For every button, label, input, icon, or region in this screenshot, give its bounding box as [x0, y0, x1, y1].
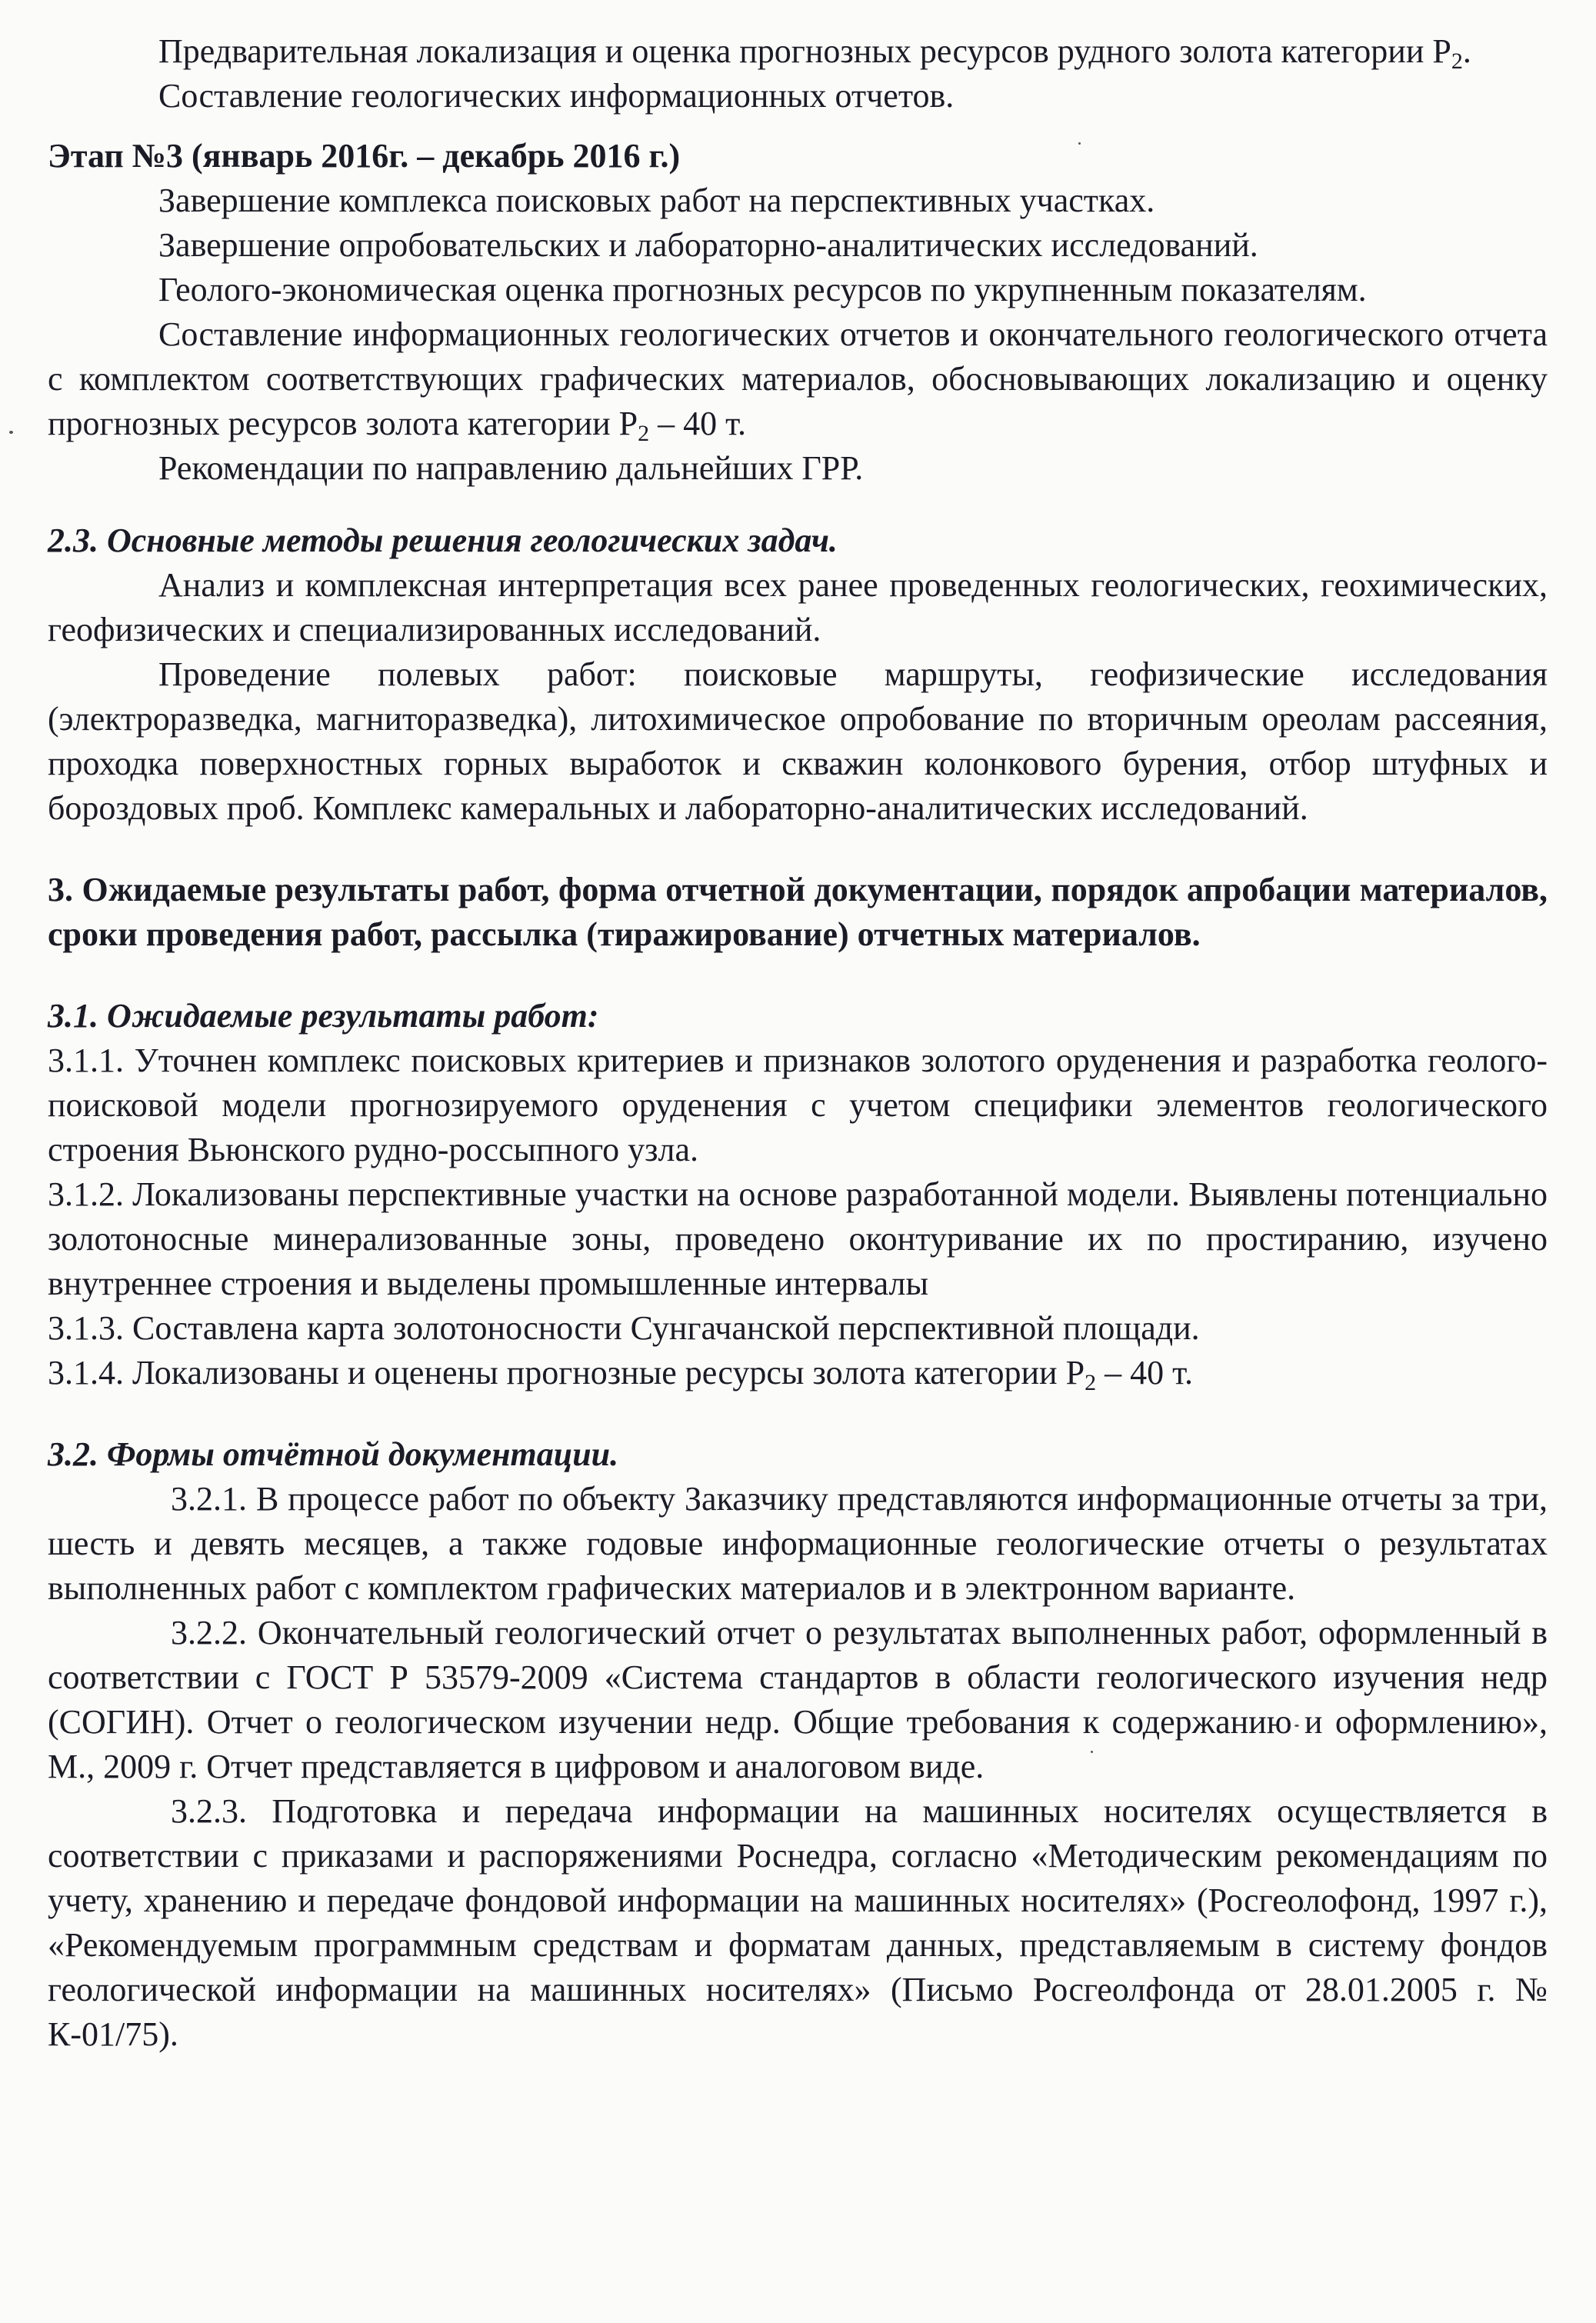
paragraph-localization: Предварительная локализация и оценка прогнозных ресурсов рудного золота категории $P_2$. — [158, 32, 1471, 74]
section-2-3-paragraph: Анализ и комплексная интерпретация всех ранее проведенных геологических, геохимических, геофизических и специализированных исследований. — [48, 566, 1548, 648]
section-3-2-heading: 3.2. Формы отчётной документации. — [48, 1435, 619, 1473]
section-2-3-heading: 2.3. Основные методы решения геологических задач. — [48, 522, 838, 559]
result-item: 3.1.4. Локализованы и оценены прогнозные ресурсы золота категории $P_2 - 40$ т. — [48, 1354, 1193, 1395]
stage-3-final-report: Составление информационных геологических отчетов и окончательного геологического отчета с комплектом соответствующих графических материалов, обосновывающих локализацию и оценку прогнозных ресурсов золота категории $P_2 - 40$ т. — [48, 315, 1548, 446]
stage-3-item: Завершение комплекса поисковых работ на перспективных участках. — [158, 182, 1155, 219]
documentation-item: 3.2.3. Подготовка и передача информации на машинных носителях осуществляется в соответствии с приказами и распоряжениями Роснедра, согласно «Методическим рекомендациям по учету, хранению и передаче фондовой информации на машинных носителях» (Росгеолофонд, 1997 г.), «Рекомендуемым программным средствам и форматам данных, представляемым в систему фондов геологической информации на машинных носителях» (Письмо Росгеолфонда от 28.01.2005 г. № К-01/75). — [48, 1792, 1548, 2053]
section-2-3-paragraph: Проведение полевых работ: поисковые маршруты, геофизические исследования (электроразведка, магниторазведка), литохимическое опробование по вторичным ореолам рассеяния, проходка поверхностных горных выработок и скважин колонкового бурения, отбор штуфных и бороздовых проб. Комплекс камеральных и лабораторно-аналитических исследований. — [48, 655, 1548, 827]
stage-3-heading: Этап №3 (январь 2016г. – декабрь 2016 г.) — [48, 137, 681, 175]
documentation-item: 3.2.2. Окончательный геологический отчет о результатах выполненных работ, оформленный в соответствии с ГОСТ Р 53579-2009 «Система стандартов в области геологического изучения недр (СОГИН). Отчет о геологическом изучении недр. Общие требования к содержанию и оформлению», М., 2009 г. Отчет представляется в цифровом и аналоговом виде. — [48, 1614, 1548, 1785]
paragraph-reports: Составление геологических информационных отчетов. — [158, 77, 955, 115]
stage-3-recommendations: Рекомендации по направлению дальнейших ГРР. — [158, 449, 864, 487]
document-body — [48, 29, 1548, 2057]
scan-speck — [9, 431, 13, 434]
section-3-1-heading: 3.1. Ожидаемые результаты работ: — [48, 997, 599, 1035]
result-item: 3.1.3. Составлена карта золотоносности Сунгачанской перспективной площади. — [48, 1309, 1200, 1347]
result-item: 3.1.1. Уточнен комплекс поисковых критериев и признаков золотого оруденения и разработка геолого-поисковой модели прогнозируемого оруденения с учетом специфики элементов геологического строения Вьюнского рудно-россыпного узла. — [48, 1042, 1548, 1168]
documentation-item: 3.2.1. В процессе работ по объекту Заказчику представляются информационные отчеты за три, шесть и девять месяцев, а также годовые информационные геологические отчеты о результатах выполненных работ с комплектом графических материалов и в электронном варианте. — [48, 1480, 1548, 1607]
stage-3-item: Геолого-экономическая оценка прогнозных ресурсов по укрупненным показателям. — [158, 271, 1367, 308]
stage-3-item: Завершение опробовательских и лабораторно-аналитических исследований. — [158, 226, 1258, 264]
result-item: 3.1.2. Локализованы перспективные участки на основе разработанной модели. Выявлены потенциально золотоносные минерализованные зоны, проведено оконтуривание их по простиранию, изучено внутреннее строения и выделены промышленные интервалы — [48, 1175, 1548, 1302]
section-3-heading: 3. Ожидаемые результаты работ, форма отчетной документации, порядок апробации материалов, сроки проведения работ, рассылка (тиражирование) отчетных материалов. — [48, 871, 1548, 953]
